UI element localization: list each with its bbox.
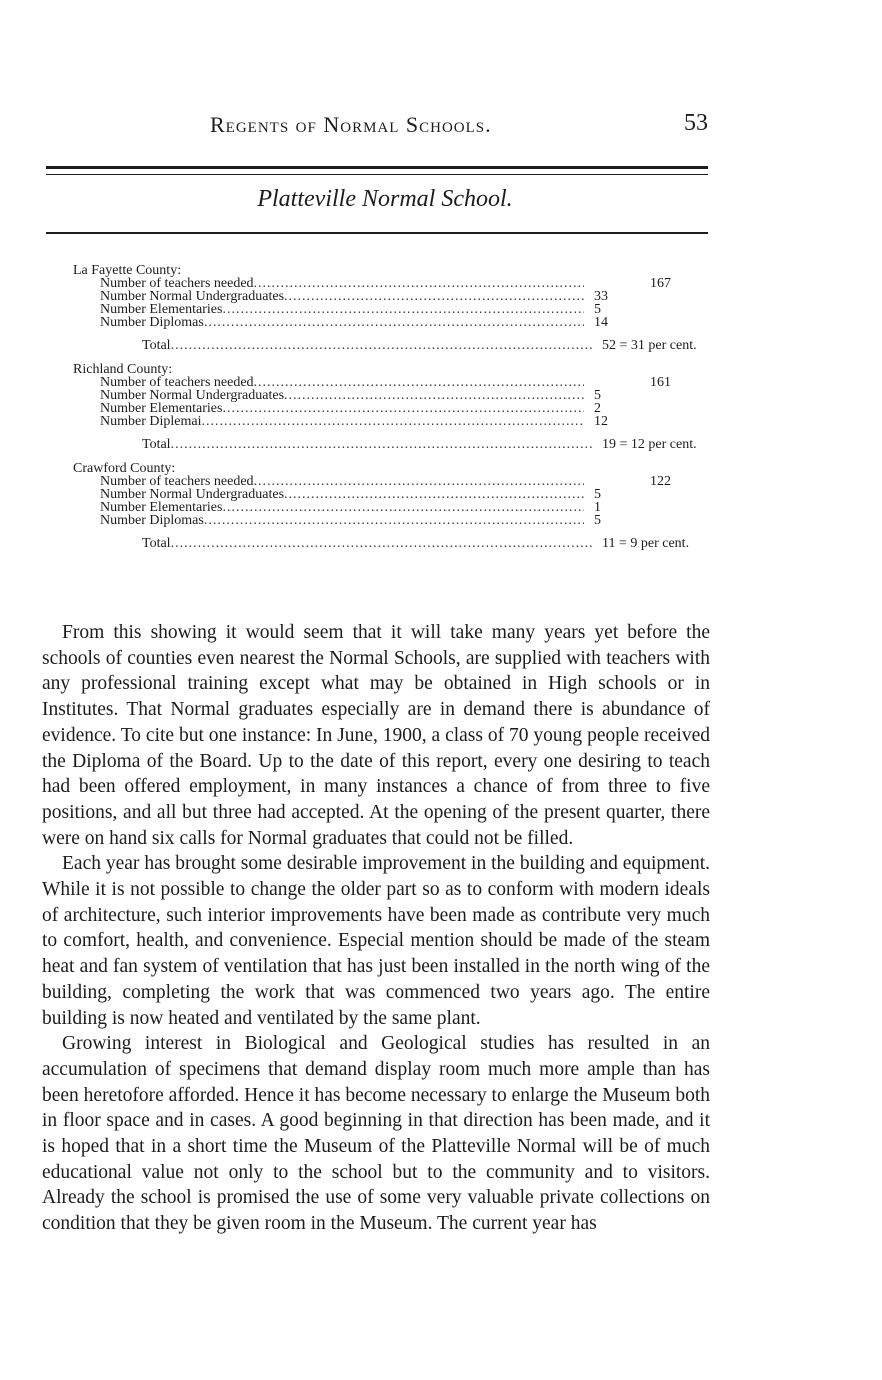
- leader-dots: [284, 488, 584, 501]
- total-value: 52 = 31 per cent.: [602, 338, 697, 353]
- row-value: 33: [594, 289, 608, 304]
- page-number: 53: [684, 110, 708, 136]
- leader-dots: [201, 415, 584, 428]
- leader-dots: [254, 376, 584, 389]
- leader-dots: [171, 339, 592, 352]
- table-row: [70, 415, 710, 428]
- row-label: Number Diplemai: [100, 414, 202, 429]
- county-name: Richland County:: [73, 362, 173, 377]
- statistics-table: [70, 264, 710, 561]
- title-rule: [46, 232, 708, 234]
- county-block: [70, 363, 710, 454]
- row-value: 5: [594, 513, 601, 528]
- paragraph: From this showing it would seem that it will take many years yet before the schools of counties even nearest the Normal Schools, are supplied with teachers with any professional training except what may be obtained in High schools or in Institutes. That Normal graduates especially are in demand there is abundance of evidence. To cite but one instance: In June, 1900, a class of 70 young people received the Diploma of the Board. Up to the date of this report, every one desiring to teach had been offered employment, in many instances a chance of from three to five positions, and all but three had accepted. At the opening of the present quarter, there were on hand six calls for Normal graduates that could not be filled.: [42, 622, 710, 849]
- leader-dots: [204, 316, 584, 329]
- teachers-needed-value: 122: [650, 474, 671, 489]
- table-row: [70, 514, 710, 527]
- leader-dots: [284, 389, 584, 402]
- leader-dots: [222, 501, 584, 514]
- row-label: Number Elementaries: [100, 500, 223, 515]
- row-label: Number Elementaries: [100, 302, 223, 317]
- row-value: 1: [594, 500, 601, 515]
- row-label: Number Normal Undergraduates: [100, 487, 285, 502]
- county-block: [70, 462, 710, 553]
- total-row: [70, 339, 710, 355]
- leader-dots: [171, 438, 592, 451]
- row-label: Number of teachers needed: [100, 276, 254, 291]
- total-label: Total: [142, 338, 171, 353]
- row-label: Number Diplomas: [100, 513, 204, 528]
- row-label: Number Diplomas: [100, 315, 204, 330]
- body-text: [42, 620, 710, 1237]
- row-value: 5: [594, 302, 601, 317]
- leader-dots: [254, 277, 584, 290]
- row-label: Number of teachers needed: [100, 474, 254, 489]
- total-label: Total: [142, 536, 171, 551]
- table-row: [70, 316, 710, 329]
- header-rule-thick: [46, 166, 708, 169]
- row-value: 5: [594, 388, 601, 403]
- total-row: [70, 537, 710, 553]
- leader-dots: [222, 402, 584, 415]
- header-rule-thin: [46, 174, 708, 175]
- row-label: Number of teachers needed: [100, 375, 254, 390]
- paragraph: Each year has brought some desirable improvement in the building and equipment. While it is not possible to change the older part so as to conform with modern ideals of architecture, such interior improvements have been made as contribute very much to comfort, health, and convenience. Especial mention should be made of the steam heat and fan system of ventilation that has just been installed in the north wing of the building, completing the work that was commenced two years ago. The entire building is now heated and ventilated by the same plant.: [42, 853, 710, 1029]
- teachers-needed-value: 167: [650, 276, 671, 291]
- leader-dots: [171, 537, 592, 550]
- teachers-needed-value: 161: [650, 375, 671, 390]
- leader-dots: [222, 303, 584, 316]
- row-label: Number Normal Undergraduates: [100, 388, 285, 403]
- row-value: 14: [594, 315, 608, 330]
- row-value: 2: [594, 401, 601, 416]
- total-value: 19 = 12 per cent.: [602, 437, 697, 452]
- row-label: Number Elementaries: [100, 401, 223, 416]
- leader-dots: [204, 514, 584, 527]
- running-head: Regents of Normal Schools.: [210, 112, 492, 137]
- row-value: 12: [594, 414, 608, 429]
- total-value: 11 = 9 per cent.: [602, 536, 690, 551]
- paragraph: Growing interest in Biological and Geological studies has resulted in an accumulation of specimens that demand display room much more ample than has been heretofore afforded. Hence it has become necessary to enlarge the Museum both in floor space and in cases. A good beginning in that direction has been made, and it is hoped that in a short time the Museum of the Platteville Normal will be of much educational value not only to the school but to the community and to visitors. Already the school is promised the use of some very valuable private collections on condition that they be given room in the Museum. The current year has: [42, 1033, 710, 1235]
- total-row: [70, 438, 710, 454]
- leader-dots: [284, 290, 584, 303]
- county-name: Crawford County:: [73, 461, 176, 476]
- section-title: Platteville Normal School.: [257, 186, 513, 212]
- row-value: 5: [594, 487, 601, 502]
- total-label: Total: [142, 437, 171, 452]
- row-label: Number Normal Undergraduates: [100, 289, 285, 304]
- county-name: La Fayette County:: [73, 263, 182, 278]
- county-block: [70, 264, 710, 355]
- leader-dots: [254, 475, 584, 488]
